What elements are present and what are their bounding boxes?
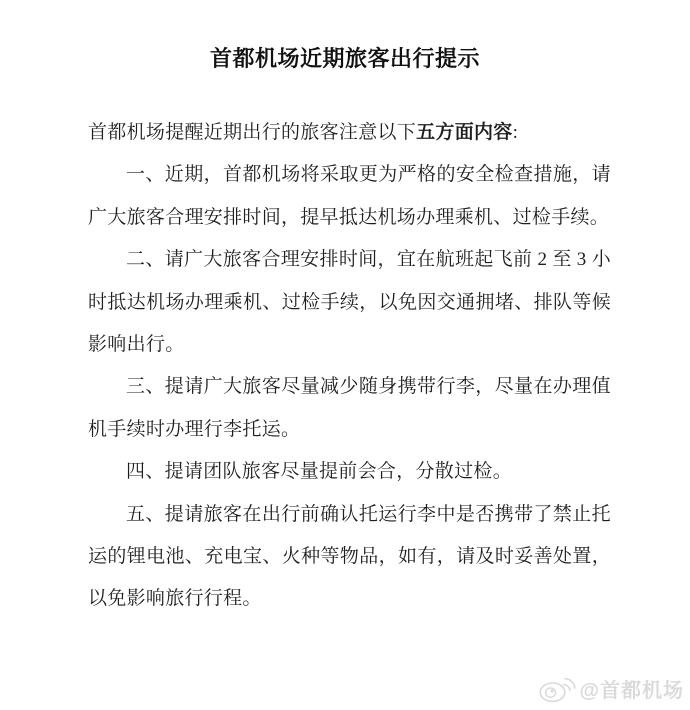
intro-paragraph	[88, 112, 611, 154]
document-title: 首都机场近期旅客出行提示	[209, 46, 480, 71]
intro-bold-text: 五方面内容	[416, 122, 513, 143]
intro-colon: :	[512, 122, 519, 143]
weibo-watermark	[538, 673, 684, 703]
notice-item-3: 三、提请广大旅客尽量减少随身携带行李，尽量在办理值机手续时办理行李托运。	[88, 376, 611, 440]
notice-item-5: 五、提请旅客在出行前确认托运行李中是否携带了禁止托运的锂电池、充电宝、火种等物品，如有，请及时妥善处置，以免影响旅行行程。	[88, 503, 611, 610]
notice-item-1: 一、近期，首都机场将采取更为严格的安全检查措施，请广大旅客合理安排时间，提早抵达机场办理乘机、过检手续。	[88, 164, 611, 228]
notice-item-2: 二、请广大旅客合理安排时间，宜在航班起飞前 2 至 3 小时抵达机场办理乘机、过检手续，以免因交通拥堵、排队等候影响出行。	[88, 249, 611, 356]
intro-text: 首都机场提醒近期出行的旅客注意以下	[88, 122, 417, 143]
document-body	[88, 112, 611, 621]
notice-item-4: 四、提请团队旅客尽量提前会合，分散过检。	[126, 461, 513, 483]
weibo-icon	[538, 673, 576, 703]
weibo-handle: @首都机场	[579, 679, 684, 702]
